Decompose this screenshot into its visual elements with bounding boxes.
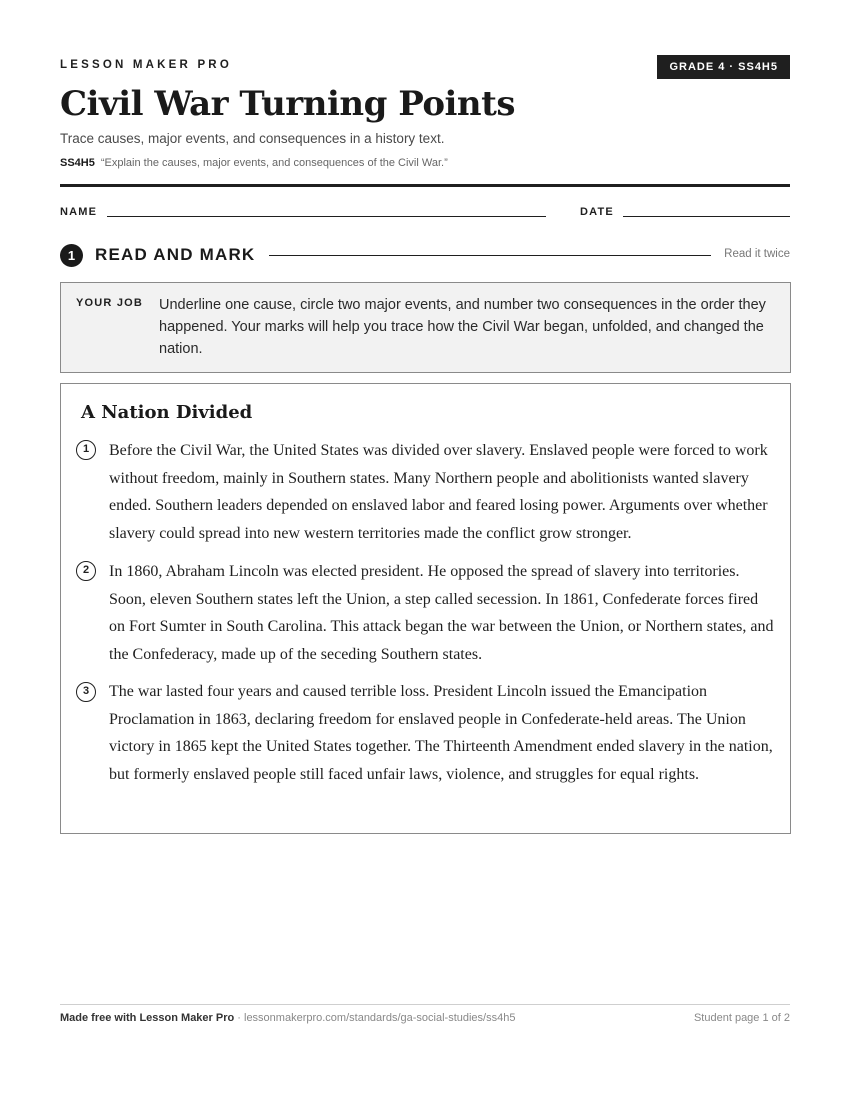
section-note: Read it twice [724, 248, 790, 260]
job-label: YOUR JOB [76, 297, 144, 309]
name-label: NAME [60, 206, 98, 218]
grade-badge: GRADE 4 · SS4H5 [657, 55, 790, 79]
header-divider [60, 184, 790, 187]
name-field-line[interactable] [107, 216, 546, 217]
job-text: Underline one cause, circle two major events, and number two consequences in the order they happened. Your marks will help you trace how the Civil War began, unfolded, and changed the nation. [159, 297, 766, 357]
standard-code: SS4H5 [60, 157, 95, 169]
section-divider [269, 255, 711, 256]
footer-divider [60, 1004, 790, 1005]
passage-paragraph: Before the Civil War, the United States was divided over slavery. Enslaved people were forced to work without freedom, mainly in Southern states. Many Northern people and abolitionists wanted slavery ended. Southern leaders depended on enslaved labor and feared losing power. Arguments over whether slavery could spread into new western territories made the conflict grow stronger. [109, 442, 768, 542]
passage-box [60, 383, 791, 834]
date-label: DATE [580, 206, 614, 218]
brand-wordmark: LESSON MAKER PRO [60, 59, 232, 71]
footer-page-number: Student page 1 of 2 [693, 1012, 790, 1024]
footer-credit [60, 1012, 515, 1024]
footer-url: · lessonmakerpro.com/standards/ga-social-studies/ss4h5 [234, 1012, 516, 1024]
paragraph-number-badge: 1 [76, 440, 96, 460]
passage-paragraph: The war lasted four years and caused terrible loss. President Lincoln issued the Emancipation Proclamation in 1863, declaring freedom for enslaved people in Confederate-held areas. The Union victory in 1865 kept the United States together. The Thirteenth Amendment ended slavery in the nation, but formerly enslaved people still faced unfair laws, violence, and struggles for equal rights. [109, 683, 773, 783]
standard-line [60, 157, 448, 169]
passage-paragraph: In 1860, Abraham Lincoln was elected president. He opposed the spread of slavery into territories. Soon, eleven Southern states left the Union, a step called secession. In 1861, Confederate forces fired on Fort Sumter in South Carolina. This attack began the war between the Union, or Northern states, and the Confederacy, made up of the seceding Southern states. [109, 563, 774, 663]
job-instructions-box [60, 282, 791, 373]
page-title: Civil War Turning Points [60, 84, 516, 124]
footer-made-with: Made free with Lesson Maker Pro [60, 1012, 235, 1024]
standard-text: “Explain the causes, major events, and consequences of the Civil War.” [100, 157, 448, 169]
passage-title: A Nation Divided [81, 402, 253, 423]
date-field-line[interactable] [623, 216, 790, 217]
section-number-badge: 1 [60, 244, 83, 267]
paragraph-number-badge: 2 [76, 561, 96, 581]
page-subtitle: Trace causes, major events, and consequences in a history text. [60, 131, 445, 146]
paragraph-number-badge: 3 [76, 682, 96, 702]
section-title: READ AND MARK [95, 245, 256, 264]
